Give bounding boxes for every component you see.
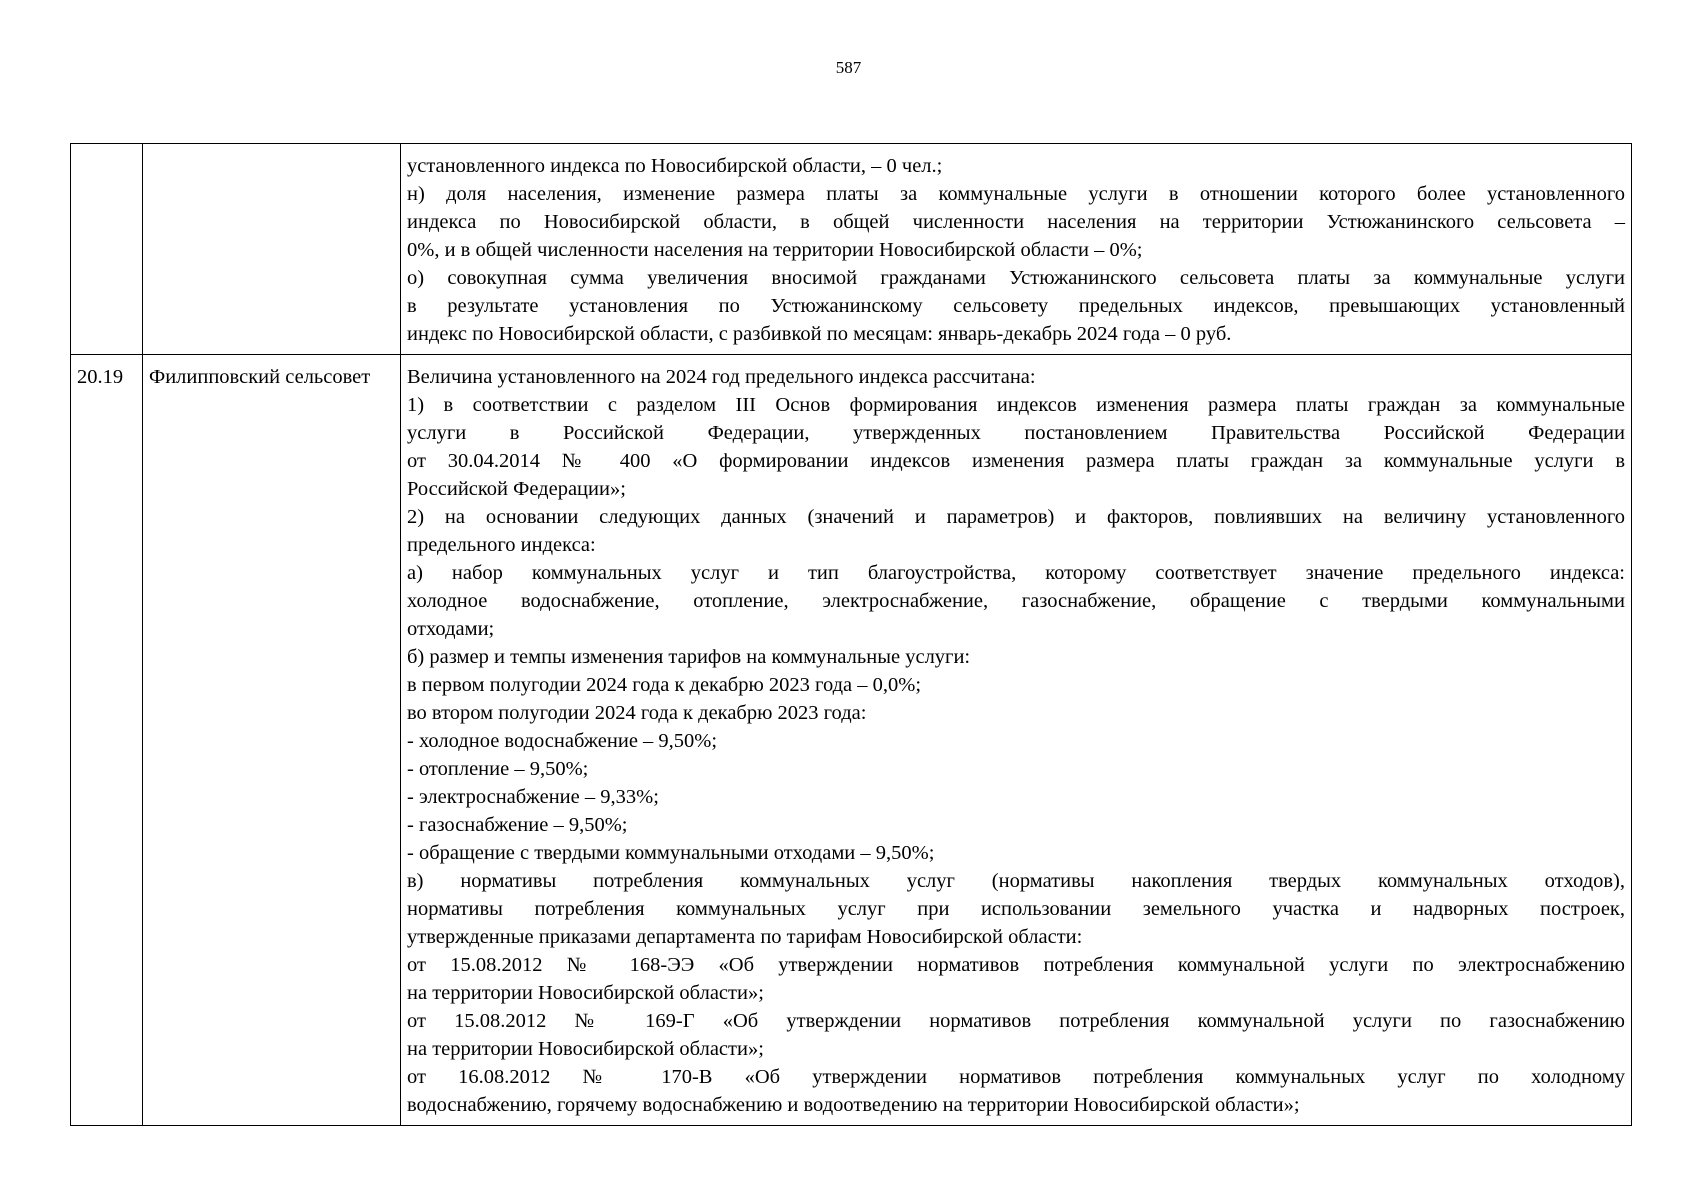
text-line: в первом полугодии 2024 года к декабрю 2023 года – 0,0%; bbox=[407, 674, 922, 696]
text-line: от 15.08.2012 № 169-Г «Об утверждении нормативов потребления коммунальной услуги по газоснабжению bbox=[407, 1010, 1625, 1032]
text-line: Величина установленного на 2024 год предельного индекса рассчитана: bbox=[407, 366, 1036, 388]
text-line: - отопление – 9,50%; bbox=[407, 758, 589, 780]
text-line: от 15.08.2012 № 168-ЭЭ «Об утверждении нормативов потребления коммунальной услуги по электроснабжению bbox=[407, 954, 1625, 976]
page-number: 587 bbox=[835, 58, 862, 77]
row-number-cell: 20.19 bbox=[71, 355, 143, 1126]
text-line: от 16.08.2012 № 170-В «Об утверждении нормативов потребления коммунальных услуг по холодному bbox=[407, 1066, 1625, 1088]
text-line: холодное водоснабжение, отопление, электроснабжение, газоснабжение, обращение с твердыми коммунальными bbox=[407, 590, 1625, 612]
text-line: установленного индекса по Новосибирской области, – 0 чел.; bbox=[407, 155, 943, 177]
text-line: н) доля населения, изменение размера платы за коммунальные услуги в отношении которого более установленного bbox=[407, 183, 1625, 205]
text-line: б) размер и темпы изменения тарифов на коммунальные услуги: bbox=[407, 646, 971, 668]
text-line: индекса по Новосибирской области, в общей численности населения на территории Устюжанинского сельсовета – bbox=[407, 211, 1625, 233]
text-line: водоснабжению, горячему водоснабжению и водоотведению на территории Новосибирской области»; bbox=[407, 1094, 1300, 1116]
municipality-name-cell bbox=[143, 144, 401, 355]
text-line: отходами; bbox=[407, 618, 495, 640]
text-line: - обращение с твердыми коммунальными отходами – 9,50%; bbox=[407, 842, 935, 864]
text-line: услуги в Российской Федерации, утвержденных постановлением Правительства Российской Федерации bbox=[407, 422, 1625, 444]
text-line: 1) в соответствии с разделом III Основ формирования индексов изменения размера платы граждан за коммунальные bbox=[407, 394, 1625, 416]
text-line: от 30.04.2014 № 400 «О формировании индексов изменения размера платы граждан за коммунальные услуги в bbox=[407, 450, 1625, 472]
text-line: на территории Новосибирской области»; bbox=[407, 982, 764, 1004]
description-cell bbox=[401, 355, 1632, 1126]
table-row bbox=[71, 355, 1632, 1126]
table-row bbox=[71, 144, 1632, 355]
text-line: а) набор коммунальных услуг и тип благоустройства, которому соответствует значение предельного индекса: bbox=[407, 562, 1625, 584]
text-line: - электроснабжение – 9,33%; bbox=[407, 786, 659, 808]
text-line: - газоснабжение – 9,50%; bbox=[407, 814, 628, 836]
text-line: Российской Федерации»; bbox=[407, 478, 626, 500]
text-line: в результате установления по Устюжанинскому сельсовету предельных индексов, превышающих установленный bbox=[407, 295, 1625, 317]
text-line: предельного индекса: bbox=[407, 534, 596, 556]
document-table bbox=[70, 143, 1632, 1126]
text-line: на территории Новосибирской области»; bbox=[407, 1038, 764, 1060]
description-cell bbox=[401, 144, 1632, 355]
text-line: 2) на основании следующих данных (значений и параметров) и факторов, повлиявших на величину установленного bbox=[407, 506, 1625, 528]
row-number-cell bbox=[71, 144, 143, 355]
text-line: утвержденные приказами департамента по тарифам Новосибирской области: bbox=[407, 926, 1083, 948]
text-line: о) совокупная сумма увеличения вносимой гражданами Устюжанинского сельсовета платы за коммунальные услуги bbox=[407, 267, 1625, 289]
municipality-name-cell: Филипповский сельсовет bbox=[143, 355, 401, 1126]
text-line: 0%, и в общей численности населения на территории Новосибирской области – 0%; bbox=[407, 239, 1143, 261]
table-body bbox=[71, 144, 1632, 1126]
text-line: во втором полугодии 2024 года к декабрю 2023 года: bbox=[407, 702, 867, 724]
text-line: нормативы потребления коммунальных услуг при использовании земельного участка и надворных построек, bbox=[407, 898, 1625, 920]
text-line: индекс по Новосибирской области, с разбивкой по месяцам: январь-декабрь 2024 года – 0 руб. bbox=[407, 323, 1232, 345]
text-line: - холодное водоснабжение – 9,50%; bbox=[407, 730, 718, 752]
text-line: в) нормативы потребления коммунальных услуг (нормативы накопления твердых коммунальных отходов), bbox=[407, 870, 1625, 892]
